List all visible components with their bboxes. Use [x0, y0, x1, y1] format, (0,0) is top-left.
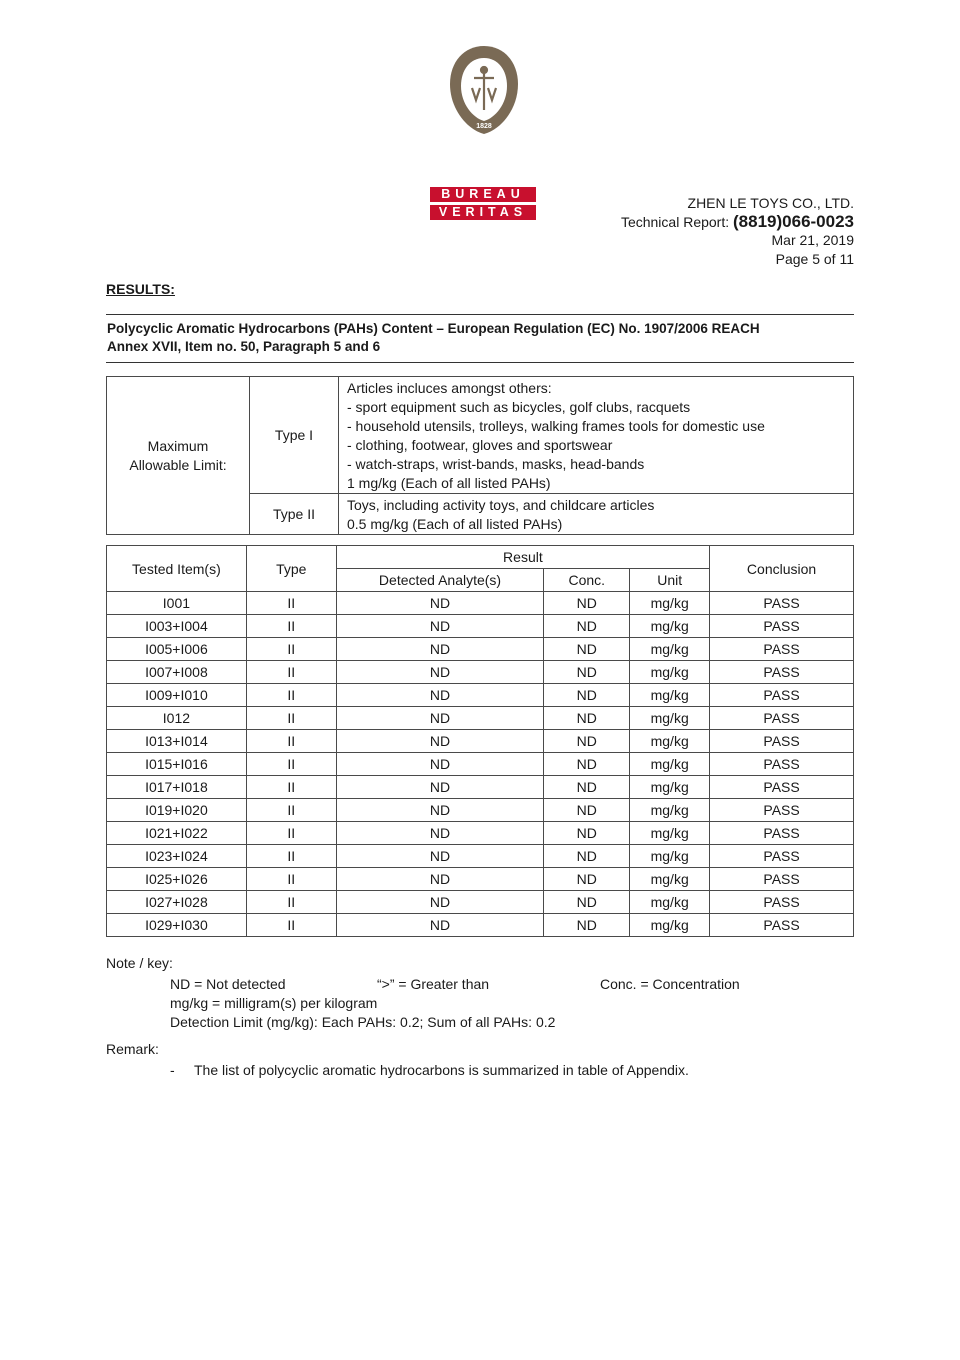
table-row — [107, 684, 854, 707]
cell-conclusion: PASS — [710, 615, 854, 638]
cell-conc: ND — [544, 868, 630, 891]
type-1-line: - sport equipment such as bicycles, golf clubs, racquets — [347, 399, 691, 415]
section-title-line-2: Annex XVII, Item no. 50, Paragraph 5 and 6 — [107, 339, 381, 354]
section-title — [107, 320, 852, 356]
seal-year: 1828 — [476, 123, 492, 130]
cell-detected-analyte: ND — [336, 822, 544, 845]
table-row — [107, 730, 854, 753]
cell-tested-item: I029+I030 — [107, 914, 247, 937]
cell-tested-item: I025+I026 — [107, 868, 247, 891]
max-limit-label-line-1: Maximum — [147, 437, 209, 454]
table-row — [107, 776, 854, 799]
cell-unit: mg/kg — [630, 730, 710, 753]
remark-bullet: - — [170, 1062, 175, 1078]
cell-type: II — [246, 684, 336, 707]
results-table — [106, 545, 854, 937]
cell-type: II — [246, 845, 336, 868]
header-unit: Unit — [630, 569, 710, 592]
cell-detected-analyte: ND — [336, 868, 544, 891]
cell-conc: ND — [544, 638, 630, 661]
cell-conc: ND — [544, 914, 630, 937]
cell-unit: mg/kg — [630, 822, 710, 845]
cell-conclusion: PASS — [710, 661, 854, 684]
cell-tested-item: I003+I004 — [107, 615, 247, 638]
cell-type: II — [246, 914, 336, 937]
header-conclusion: Conclusion — [710, 546, 854, 592]
cell-detected-analyte: ND — [336, 684, 544, 707]
cell-type: II — [246, 707, 336, 730]
cell-type: II — [246, 776, 336, 799]
cell-conclusion: PASS — [710, 799, 854, 822]
type-2-line: Toys, including activity toys, and childcare articles — [347, 497, 655, 513]
cell-tested-item: I001 — [107, 592, 247, 615]
note-nd: ND = Not detected — [170, 976, 286, 992]
remark-heading: Remark: — [106, 1041, 159, 1057]
cell-unit: mg/kg — [630, 868, 710, 891]
cell-type: II — [246, 615, 336, 638]
cell-tested-item: I015+I016 — [107, 753, 247, 776]
table-row — [107, 868, 854, 891]
cell-conc: ND — [544, 891, 630, 914]
cell-conclusion: PASS — [710, 638, 854, 661]
cell-unit: mg/kg — [630, 914, 710, 937]
type-1-description — [339, 377, 854, 494]
cell-unit: mg/kg — [630, 592, 710, 615]
cell-detected-analyte: ND — [336, 592, 544, 615]
header-type: Type — [246, 546, 336, 592]
header-result: Result — [336, 546, 709, 569]
note-conc: Conc. = Concentration — [600, 976, 740, 992]
table-row — [107, 845, 854, 868]
cell-conc: ND — [544, 776, 630, 799]
table-row — [107, 891, 854, 914]
cell-tested-item: I013+I014 — [107, 730, 247, 753]
type-2-line: 0.5 mg/kg (Each of all listed PAHs) — [347, 516, 563, 532]
type-1-line: Articles incluces amongst others: — [347, 380, 552, 396]
results-table-body — [107, 592, 854, 937]
seal-icon — [446, 44, 522, 136]
cell-unit: mg/kg — [630, 615, 710, 638]
cell-conclusion: PASS — [710, 845, 854, 868]
cell-unit: mg/kg — [630, 707, 710, 730]
type-2-description — [339, 494, 854, 535]
cell-conc: ND — [544, 592, 630, 615]
cell-type: II — [246, 661, 336, 684]
header-conc: Conc. — [544, 569, 630, 592]
cell-type: II — [246, 891, 336, 914]
report-header — [621, 194, 854, 268]
cell-tested-item: I005+I006 — [107, 638, 247, 661]
cell-type: II — [246, 822, 336, 845]
cell-conc: ND — [544, 615, 630, 638]
cell-conclusion: PASS — [710, 592, 854, 615]
report-prefix: Technical Report: — [620, 213, 734, 230]
cell-type: II — [246, 799, 336, 822]
cell-type: II — [246, 638, 336, 661]
cell-detected-analyte: ND — [336, 914, 544, 937]
cell-unit: mg/kg — [630, 891, 710, 914]
cell-conclusion: PASS — [710, 891, 854, 914]
cell-conc: ND — [544, 730, 630, 753]
cell-unit: mg/kg — [630, 753, 710, 776]
cell-detected-analyte: ND — [336, 799, 544, 822]
cell-conclusion: PASS — [710, 753, 854, 776]
cell-unit: mg/kg — [630, 845, 710, 868]
cell-conclusion: PASS — [710, 730, 854, 753]
type-1-line: 1 mg/kg (Each of all listed PAHs) — [347, 475, 551, 491]
cell-conc: ND — [544, 753, 630, 776]
table-row — [107, 615, 854, 638]
cell-unit: mg/kg — [630, 661, 710, 684]
cell-conc: ND — [544, 822, 630, 845]
table-row — [107, 822, 854, 845]
cell-conclusion: PASS — [710, 914, 854, 937]
cell-conc: ND — [544, 661, 630, 684]
header-analyte: Detected Analyte(s) — [336, 569, 544, 592]
section-title-line-1: Polycyclic Aromatic Hydrocarbons (PAHs) Content – European Regulation (EC) No. 1907/2006 REACH — [107, 321, 760, 336]
cell-tested-item: I012 — [107, 707, 247, 730]
table-row — [107, 914, 854, 937]
type-1-line: - household utensils, trolleys, walking frames tools for domestic use — [347, 418, 765, 434]
cell-conc: ND — [544, 845, 630, 868]
table-row — [107, 661, 854, 684]
cell-tested-item: I009+I010 — [107, 684, 247, 707]
type-1-line: - watch-straps, wrist-bands, masks, head-bands — [347, 456, 645, 472]
remark-text: The list of polycyclic aromatic hydrocarbons is summarized in table of Appendix. — [194, 1062, 689, 1078]
bureau-veritas-logo — [430, 44, 536, 219]
cell-detected-analyte: ND — [336, 615, 544, 638]
page-number: Page 5 of 11 — [775, 250, 854, 267]
cell-tested-item: I007+I008 — [107, 661, 247, 684]
cell-tested-item: I019+I020 — [107, 799, 247, 822]
cell-unit: mg/kg — [630, 776, 710, 799]
table-row — [107, 638, 854, 661]
cell-tested-item: I017+I018 — [107, 776, 247, 799]
cell-type: II — [246, 753, 336, 776]
report-number-line — [621, 213, 854, 232]
cell-type: II — [246, 730, 336, 753]
cell-detected-analyte: ND — [336, 661, 544, 684]
type-1-line: - clothing, footwear, gloves and sportswear — [347, 437, 613, 453]
logo-line-2: VERITAS — [430, 205, 536, 220]
cell-unit: mg/kg — [630, 638, 710, 661]
report-date: Mar 21, 2019 — [771, 232, 854, 248]
logo-line-1: BUREAU — [430, 187, 536, 202]
cell-detected-analyte: ND — [336, 776, 544, 799]
header-tested-items: Tested Item(s) — [107, 546, 247, 592]
table-row — [107, 592, 854, 615]
cell-type: II — [246, 868, 336, 891]
cell-detected-analyte: ND — [336, 638, 544, 661]
table-row — [107, 707, 854, 730]
cell-detected-analyte: ND — [336, 707, 544, 730]
cell-detected-analyte: ND — [336, 845, 544, 868]
cell-conc: ND — [544, 684, 630, 707]
cell-conclusion: PASS — [710, 684, 854, 707]
cell-detected-analyte: ND — [336, 891, 544, 914]
table-row — [107, 753, 854, 776]
cell-tested-item: I027+I028 — [107, 891, 247, 914]
divider — [106, 314, 854, 315]
report-number: (8819)066-0023 — [733, 211, 854, 231]
cell-conclusion: PASS — [710, 776, 854, 799]
cell-conc: ND — [544, 707, 630, 730]
type-2-label: Type II — [250, 494, 339, 535]
cell-detected-analyte: ND — [336, 753, 544, 776]
results-heading: RESULTS: — [106, 281, 175, 297]
note-heading: Note / key: — [106, 955, 173, 971]
cell-conclusion: PASS — [710, 822, 854, 845]
note-greater-than: “>” = Greater than — [377, 976, 490, 992]
cell-unit: mg/kg — [630, 684, 710, 707]
divider — [106, 362, 854, 363]
cell-tested-item: I021+I022 — [107, 822, 247, 845]
cell-detected-analyte: ND — [336, 730, 544, 753]
cell-type: II — [246, 592, 336, 615]
max-limit-label — [107, 377, 250, 535]
type-1-label: Type I — [250, 377, 339, 494]
cell-tested-item: I023+I024 — [107, 845, 247, 868]
cell-unit: mg/kg — [630, 799, 710, 822]
cell-conc: ND — [544, 799, 630, 822]
note-detection-limit: Detection Limit (mg/kg): Each PAHs: 0.2; Sum of all PAHs: 0.2 — [170, 1014, 556, 1030]
note-mgkg: mg/kg = milligram(s) per kilogram — [170, 995, 378, 1011]
limits-table — [106, 376, 854, 535]
cell-conclusion: PASS — [710, 707, 854, 730]
company-name: ZHEN LE TOYS CO., LTD. — [687, 195, 854, 211]
max-limit-label-line-2: Allowable Limit: — [129, 456, 227, 473]
table-row — [107, 799, 854, 822]
cell-conclusion: PASS — [710, 868, 854, 891]
